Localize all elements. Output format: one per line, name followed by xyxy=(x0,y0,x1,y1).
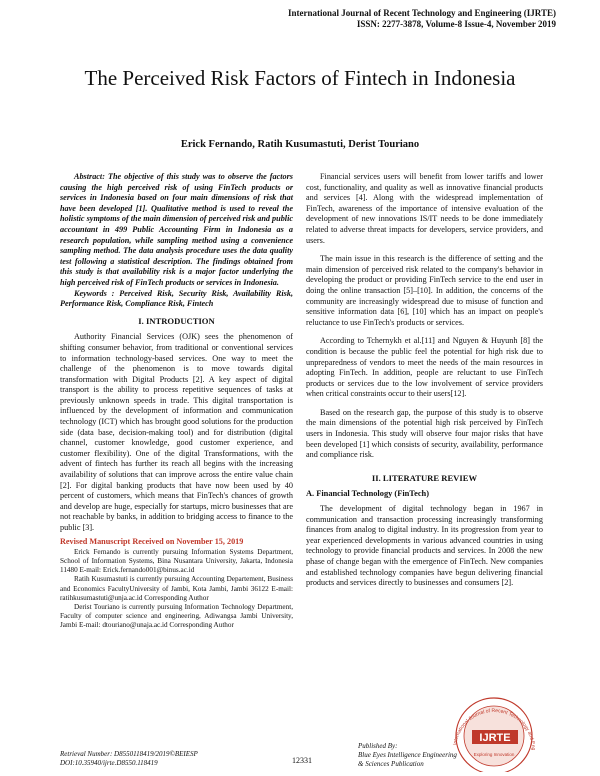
abstract: Abstract: The objective of this study was to observe the factors causing the high perceived risk of using FinTech products or services in Indonesia based on four main dimensions of risk that have been developed [1]. Qualitative method is used to reveal the holistic symptoms of the main dimension of perceived risk and public accountant in 499 Public Accounting Firm in Indonesia as a research population, while sampling method using a convenience sampling method. The data analysis procedure uses the data quality test following a statistical description. The findings obtained from this study is that availability risk is a major factor underlying the high perceived risk of FinTech products or services in Indonesia. xyxy=(60,172,293,287)
subsection-heading-fintech: A. Financial Technology (FinTech) xyxy=(306,489,430,499)
right-paragraph-2: The main issue in this research is the difference of setting and the main dimension of perceived risk related to the company's behavior in developing the product or providing FinTech service to the end user in doing the online transaction [5]–[10]. In addition, the concerns of the community are increasingly widespread due to misuse of function and sensitive information data [6], [10] which has an impact on people's reluctance to use FinTech's products or services. xyxy=(306,254,543,327)
author-note-3: Derist Touriano is currently pursuing Information Technology Department, Faculty of computer science and engineering, Adiwangsa Jambi University, Jambi E-mail: dtouriano@unaja.ac.id Corresponding Author xyxy=(60,602,293,629)
literature-paragraph: The development of digital technology began in 1967 in communication and transaction processing increasingly transforming finances from analog to digital industry. In its progression from year to year experienced developments in various advanced countries in using technology to provide financial products and services. In 2008 the new phase of change began with the emergence of FinTech. New companies and established technology companies have begun delivering financial products and services directly to businesses and consumers [2]. xyxy=(306,504,543,588)
footer-left xyxy=(60,750,198,768)
author-notes xyxy=(60,548,293,630)
published-label: Published By: xyxy=(358,742,398,750)
page-number: 12331 xyxy=(292,756,312,765)
logo-tagline: Exploring Innovation xyxy=(473,752,515,757)
retrieval-number: Retrieval Number: D8550118419/2019©BEIESP xyxy=(60,750,198,758)
publisher-name: Blue Eyes Intelligence Engineering xyxy=(358,751,457,759)
right-paragraph-1: Financial services users will benefit from lower tariffs and lower cost, functionality, and quality as well as innovative financial products and services [4]. Along with the widespread implementation of FinTech, awareness of the importance of intensive evaluation of the development of new innovations IS/IT needs to be done immediately related to adverse threat impacts for developers, service providers, and users. xyxy=(306,172,543,245)
journal-name: International Journal of Recent Technology and Engineering (IJRTE) xyxy=(288,8,556,18)
journal-header xyxy=(288,8,556,30)
right-paragraph-3: According to Tchernykh et al.[11] and Nguyen & Huyunh [8] the condition is because the public feel the potential for high risk due to unpreparedness of vendors to meet the needs of the main resources in adopting FinTech. In addition, people are reluctant to use FinTech products or services due to the low involvement of service providers when critical constraints occur to their users[12]. xyxy=(306,336,543,399)
journal-issn: ISSN: 2277-3878, Volume-8 Issue-4, November 2019 xyxy=(356,19,556,29)
doi: DOI:10.35940/ijrte.D8550.118419 xyxy=(60,759,158,767)
paper-authors: Erick Fernando, Ratih Kusumastuti, Derist Touriano xyxy=(180,139,420,150)
paper-title: The Perceived Risk Factors of Fintech in Indonesia xyxy=(84,66,516,90)
intro-paragraph: Authority Financial Services (OJK) sees the phenomenon of shifting consumer behavior, from traditional or conventional services to information technology-based services. One way to meet the challenge of the phenomenon is to move towards digital transformation with Digital Products [2]. A key aspect of digital transport is the ability to process repetitive sequences of tasks at previously unknown speeds in trade. This digital transportation is influenced by the development of information and communication technology (ICT) which has brought good solutions for the production side (data base, decision-making tool) and for distribution (digital channel, customer knowledge, good customer experience, and customer flexibility). One of the digital Transformations, with the advent of fintech has further its reach all begins with the increasing availability of solutions that can improve across the entire value chain [2]. For digital banking products that have now been used by 40 percent of customers, which means that FinTech's chances of growth and develop are huge, especially for startups, micro businesses that are not reachable by banks, in addition to bridging access to finance to the public [3]. xyxy=(60,332,293,532)
author-note-1: Erick Fernando is currently pursuing Information Systems Department, School of Information Systems, Bina Nusantara University, Jakarta, Indonesia 11480 E-mail: Erick.fernando001@binus.ac.id xyxy=(60,548,293,575)
right-column xyxy=(306,172,543,589)
section-heading-literature: II. LITERATURE REVIEW xyxy=(371,472,478,483)
keywords: Keywords : Perceived Risk, Security Risk, Availability Risk, Performance Risk, Compliance Risk, Fintech xyxy=(60,288,293,309)
publisher-name-2: & Sciences Publication xyxy=(358,760,424,768)
revised-note: Revised Manuscript Received on November 15, 2019 xyxy=(60,536,244,546)
right-paragraph-4: Based on the research gap, the purpose of this study is to observe the main dimensions of the potential high risk perceived by FinTech users in Indonesia. This study will observe four major risks that have been developed [1] which consists of security, availability, performance and compliance risk. xyxy=(306,407,543,460)
ijrte-logo xyxy=(436,690,552,772)
section-heading-introduction: I. INTRODUCTION xyxy=(138,315,215,326)
left-column xyxy=(60,172,293,630)
logo-ring-text: International Journal of Recent Technology and Eng xyxy=(452,707,537,751)
author-note-2: Ratih Kusumastuti is currently pursuing Accounting Departement, Business and Economics FacultyUniversity of Jambi, Kota Jambi, Jambi 36122 E-mail: ratihkusumastuti@unja.ac.id Corresponding Author xyxy=(60,575,293,602)
logo-name: IJRTE xyxy=(479,732,511,744)
